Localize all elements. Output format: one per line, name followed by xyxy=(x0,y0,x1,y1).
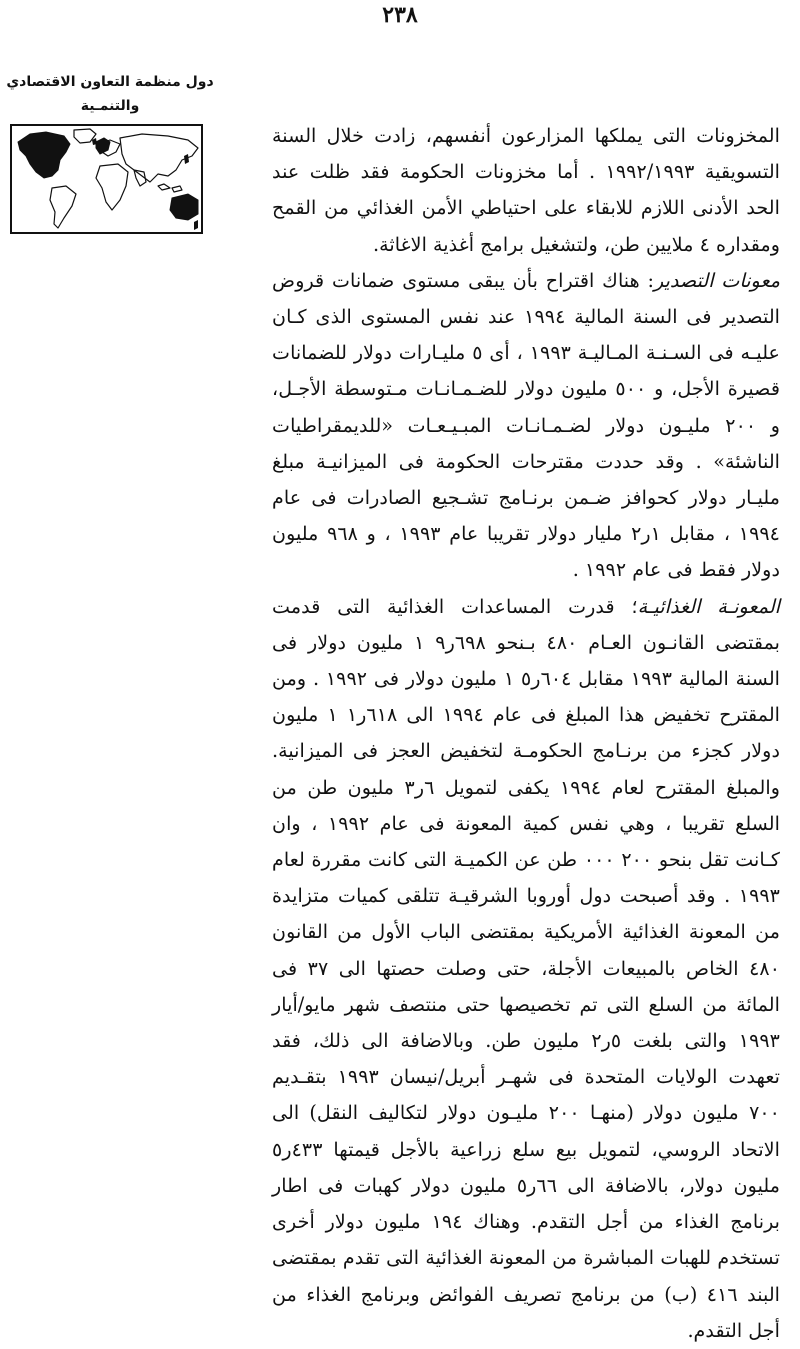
paragraph-food-aid xyxy=(272,589,780,1349)
paragraph-food-aid-heading: المعونـة الغذائيـة xyxy=(637,594,780,618)
world-map-graphic xyxy=(12,126,201,232)
sidebar-caption xyxy=(0,70,220,118)
article-body xyxy=(272,118,781,1342)
paragraph-export-aid-heading: معونات التصدير xyxy=(653,268,781,292)
paragraph-stocks xyxy=(272,118,780,263)
paragraph-food-aid-text: ؛ قدرت المساعدات الغذائية التى قدمت بمقتضى القانـون العـام ٤٨٠ بـنحو ٦٩٨ر٩ ١ مليون دولار فى السنة المالية ١٩٩٣ مقابل ٦٠٤ر٥ ١ مليون دولار فى ١٩٩٢ . ومن المقترح تخفيض هذا المبلغ فى عام ١٩٩٤ الى ٦١٨ر١ ١ مليون دولار كجزء من برنـامج الحكومـة لتخفيض العجز فى الميزانية. والمبلغ المقترح لعام ١٩٩٤ يكفى لتمويل ٦ر٣ مليون طن من السلع تقريبا ، وهي نفس كمية المعونة فى عام ١٩٩٢ ، وان كـانت تقل بنحو ٢٠٠ ٠٠٠ طن عن الكميـة التى كانت مقررة لعام ١٩٩٣ . وقد أصبحت دول أوروبا الشرقيـة تتلقى كميات متزايدة من المعونة الغذائية الأمريكية بمقتضى الباب الأول من القانون ٤٨٠ الخاص بالمبيعات الأجلة، حتى وصلت حصتها الى ٣٧ فى المائة من السلع التى تم تخصيصها حتى منتصف شهر مايو/أيار ١٩٩٣ والتى بلغت ٥ر٢ مليون طن. وبالاضافة الى ذلك، فقد تعهدت الولايات المتحدة فى شهـر أبريل/نيسان ١٩٩٣ بتقـديم ٧٠٠ مليون دولار (منهـا ٢٠٠ مليـون دولار لتكاليف النقل) الى الاتحاد الروسي، لتمويل بيع سلع زراعية بالأجل قيمتها ٤٣٣ر٥ مليون دولار، بالاضافة الى ٦٦ر٥ مليون دولار كهبات فى اطار برنامج الغذاء من أجل التقدم. وهناك ١٩٤ مليون دولار أخرى تستخدم للهبات المباشرة من المعونة الغذائية التى تقدم بمقتضى البند ٤١٦ (ب) من برنامج تصريف الفوائض وبرنامج الغذاء من أجل التقدم. xyxy=(272,594,781,1342)
paragraph-export-aid xyxy=(272,263,780,589)
world-map-icon xyxy=(10,124,203,234)
page-number: ٢٣٨ xyxy=(382,2,418,28)
paragraph-stocks-text: المخزونات التى يملكها المزارعون أنفسهم، زادت خلال السنة التسويقية ١٩٩٢/١٩٩٣ . أما مخزونات الحكومة فقد ظلت عند الحد الأدنى اللازم للابقاء على احتياطي الأمن الغذائي من القمح ومقداره ٤ ملايين طن، ولتشغيل برامج أغذية الاغاثة. xyxy=(272,124,780,256)
sidebar-caption-line-1: دول منظمة التعاون الاقتصادي xyxy=(6,74,214,90)
paragraph-export-aid-text: : هناك اقتراح بأن يبقى مستوى ضمانات قروض التصدير فى السنة المالية ١٩٩٤ عند نفس المستوى الذى كـان عليـه فى السـنـة المـاليـة ١٩٩٣ ، أى ٥ مليـارات دولار للضمانات قصيرة الأجل، و ٥٠٠ مليون دولار للضـمـانـات مـتوسطة الأجـل، و ٢٠٠ مليـون دولار لضـمـانـات المبـيـعـات «للديمقراطيات الناشئة» . وقد حددت مقترحات الحكومة فى الميزانيـة مبلغ مليـار دولار كحوافز ضـمن برنـامج تشـجيع الصادرات فى عام ١٩٩٤ ، مقابل ١ر٢ مليار دولار تقريبا عام ١٩٩٣ ، و ٩٦٨ مليون دولار فقط فى عام ١٩٩٢ . xyxy=(272,268,781,582)
sidebar-caption-line-2: والتنمـية xyxy=(80,98,140,114)
